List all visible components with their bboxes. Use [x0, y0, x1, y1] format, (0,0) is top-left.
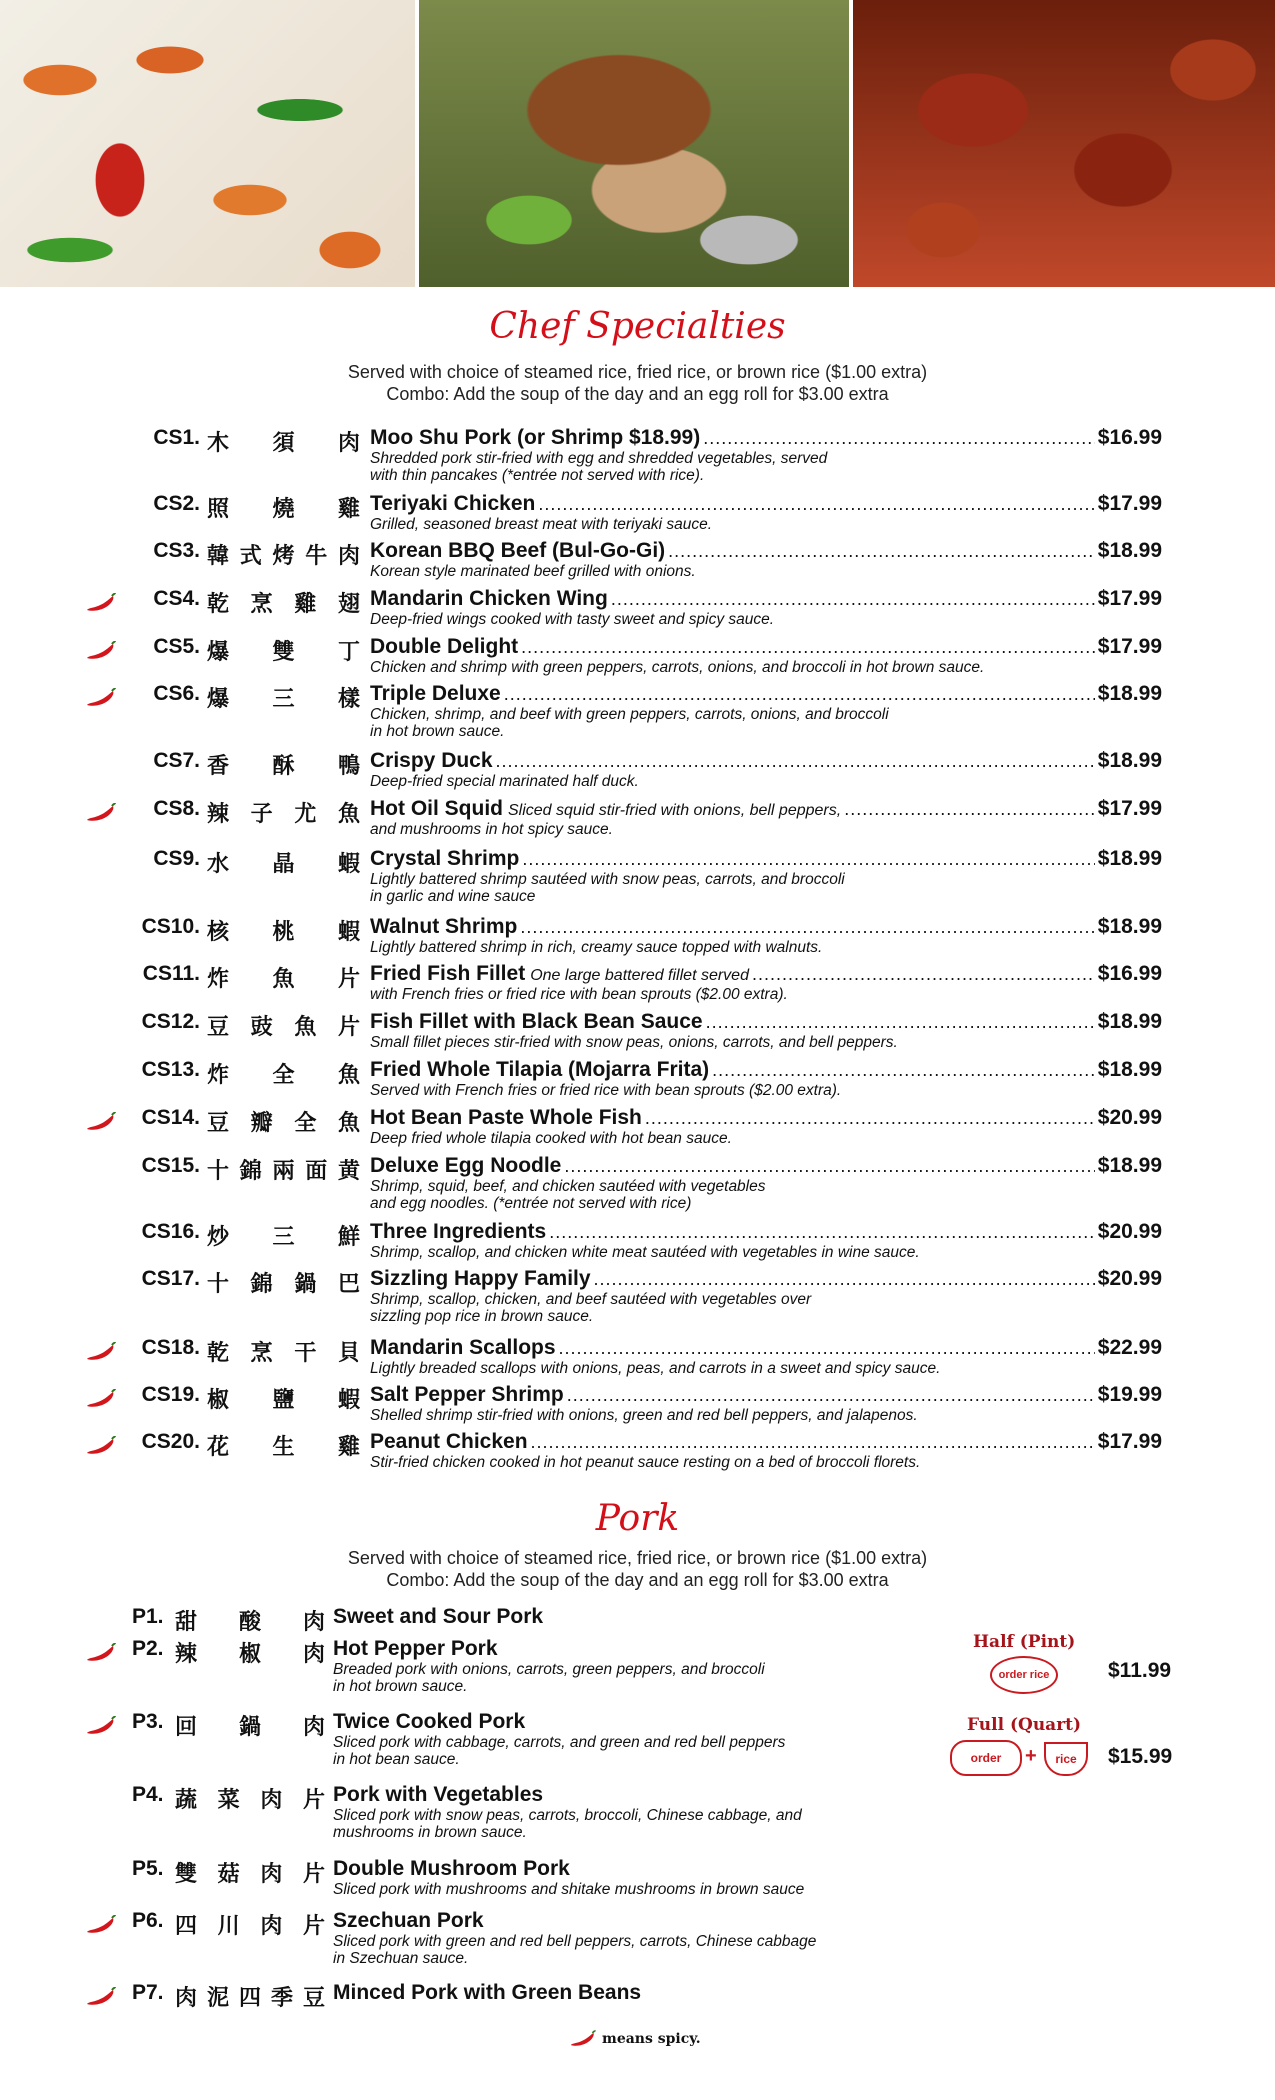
item-name: Salt Pepper Shrimp	[370, 1383, 564, 1406]
item-price: $17.99	[1097, 492, 1162, 515]
item-chinese-name: 乾烹干貝	[207, 1341, 360, 1366]
item-name: Mandarin Chicken Wing	[370, 587, 608, 610]
item-description: Grilled, seasoned breast meat with teriyaki sauce.	[370, 516, 713, 533]
item-chinese-name: 辣椒肉	[175, 1642, 325, 1667]
item-price: $17.99	[1097, 1430, 1162, 1453]
item-price: $20.99	[1097, 1220, 1162, 1243]
item-description: Korean style marinated beef grilled with onions.	[370, 563, 696, 580]
item-chinese-name: 十錦鍋巴	[207, 1272, 360, 1297]
chili-pepper-icon	[86, 803, 116, 823]
item-chinese-name: 回鍋肉	[175, 1715, 325, 1740]
item-code: CS7.	[153, 749, 200, 772]
leader-dots	[712, 1060, 1095, 1081]
item-price: $17.99	[1097, 587, 1162, 610]
item-chinese-name: 炸魚片	[207, 967, 360, 992]
item-code: CS6.	[153, 682, 200, 705]
item-price: $16.99	[1097, 426, 1162, 449]
item-price: $18.99	[1097, 847, 1162, 870]
item-chinese-name: 炒三鮮	[207, 1225, 360, 1250]
item-chinese-name: 辣子尤魚	[207, 802, 360, 827]
item-chinese-name: 椒鹽蝦	[207, 1388, 360, 1413]
item-name: Sweet and Sour Pork	[333, 1605, 544, 1628]
item-line	[370, 1154, 1162, 1180]
item-chinese-name: 爆雙丁	[207, 640, 360, 665]
item-chinese-name: 雙菇肉片	[175, 1862, 325, 1887]
item-name: Fried Fish Fillet	[370, 962, 526, 985]
item-code: CS16.	[141, 1220, 200, 1243]
item-description: Shredded pork stir-fried with egg and shredded vegetables, served with thin pancakes (*entrée not served with rice).	[370, 450, 828, 484]
item-description: Lightly battered shrimp sautéed with snow peas, carrots, and broccoli in garlic and wine sauce	[370, 871, 845, 905]
item-chinese-name: 水晶蝦	[207, 852, 360, 877]
item-name: Sizzling Happy Family	[370, 1267, 591, 1290]
item-description: Chicken, shrimp, and beef with green peppers, carrots, onions, and broccoli in hot brown sauce.	[370, 706, 889, 740]
item-line	[333, 1857, 1125, 1883]
leader-dots	[645, 1108, 1095, 1129]
item-description: Sliced pork with mushrooms and shitake mushrooms in brown sauce	[333, 1881, 805, 1898]
item-line	[370, 1106, 1162, 1132]
leader-dots	[844, 799, 1095, 820]
item-code: CS18.	[141, 1336, 200, 1359]
item-description: Shrimp, scallop, and chicken white meat sautéed with vegetables in wine sauce.	[370, 1244, 920, 1261]
item-chinese-name: 炸全魚	[207, 1063, 360, 1088]
item-chinese-name: 照燒雞	[207, 497, 360, 522]
chicken-photo	[853, 0, 1275, 287]
item-name: Teriyaki Chicken	[370, 492, 536, 515]
item-chinese-name: 豆瓣全魚	[207, 1111, 360, 1136]
item-description: Small fillet pieces stir-fried with snow peas, onions, carrots, and bell peppers.	[370, 1034, 898, 1051]
pork-combo-note: Combo: Add the soup of the day and an egg roll for $3.00 extra	[386, 1570, 889, 1590]
leader-dots	[611, 589, 1095, 610]
duck-photo	[419, 0, 849, 287]
item-price: $18.99	[1097, 915, 1162, 938]
chili-pepper-icon	[86, 1915, 116, 1935]
item-price: $22.99	[1097, 1336, 1162, 1359]
leader-dots	[703, 428, 1095, 449]
item-description: Sliced pork with green and red bell peppers, carrots, Chinese cabbage in Szechuan sauce.	[333, 1933, 817, 1967]
item-chinese-name: 十錦兩面黄	[207, 1159, 360, 1184]
item-code: CS1.	[153, 426, 200, 449]
item-price: $18.99	[1097, 749, 1162, 772]
item-line	[370, 492, 1162, 518]
leader-dots	[538, 494, 1094, 515]
item-code: CS2.	[153, 492, 200, 515]
item-name: Moo Shu Pork (or Shrimp $18.99)	[370, 426, 701, 449]
item-line	[370, 1430, 1162, 1456]
item-name: Minced Pork with Green Beans	[333, 1981, 642, 2004]
chili-pepper-icon	[86, 1389, 116, 1409]
item-name: Fish Fillet with Black Bean Sauce	[370, 1010, 703, 1033]
item-chinese-name: 香酥鴨	[207, 754, 360, 779]
chili-pepper-icon	[86, 1436, 116, 1456]
item-line	[333, 1783, 1125, 1809]
item-code: CS20.	[141, 1430, 200, 1453]
item-chinese-name: 花生雞	[207, 1435, 360, 1460]
chef-section-title: Chef Specialties	[489, 306, 786, 347]
item-code: P2.	[132, 1637, 164, 1660]
item-description: Deep fried whole tilapia cooked with hot bean sauce.	[370, 1130, 732, 1147]
item-chinese-name: 肉泥四季豆	[175, 1986, 325, 2011]
chili-pepper-icon	[86, 1716, 116, 1736]
leader-dots	[594, 1269, 1095, 1290]
item-code: CS19.	[141, 1383, 200, 1406]
spicy-legend-text: means spicy.	[602, 2031, 701, 2047]
item-description: with French fries or fried rice with bean sprouts ($2.00 extra).	[370, 986, 788, 1003]
item-description: Shelled shrimp stir-fried with onions, green and red bell peppers, and jalapenos.	[370, 1407, 918, 1424]
item-code: P7.	[132, 1981, 164, 2004]
item-description: Breaded pork with onions, carrots, green peppers, and broccoli in hot brown sauce.	[333, 1661, 765, 1695]
item-name: Double Mushroom Pork	[333, 1857, 570, 1880]
item-price: $18.99	[1097, 1154, 1162, 1177]
pork-section-title: Pork	[595, 1498, 680, 1539]
item-code: CS14.	[141, 1106, 200, 1129]
item-chinese-name: 豆豉魚片	[207, 1015, 360, 1040]
chef-combo-note: Combo: Add the soup of the day and an egg roll for $3.00 extra	[386, 384, 889, 404]
half-price: $11.99	[1108, 1659, 1172, 1682]
item-name: Fried Whole Tilapia (Mojarra Frita)	[370, 1058, 710, 1081]
leader-dots	[567, 1385, 1095, 1406]
item-line	[370, 1058, 1162, 1084]
item-description: Chicken and shrimp with green peppers, carrots, onions, and broccoli in hot brown sauce.	[370, 659, 985, 676]
item-chinese-name: 乾烹雞翅	[207, 592, 360, 617]
item-name: Deluxe Egg Noodle	[370, 1154, 562, 1177]
chili-pepper-icon	[86, 1987, 116, 2007]
item-price: $18.99	[1097, 1058, 1162, 1081]
pork-rice-note: Served with choice of steamed rice, fried rice, or brown rice ($1.00 extra)	[347, 1548, 928, 1568]
item-description: Lightly breaded scallops with onions, peas, and carrots in a sweet and spicy sauce.	[370, 1360, 941, 1377]
item-line	[370, 539, 1162, 565]
item-line	[370, 847, 1162, 873]
leader-dots	[549, 1222, 1095, 1243]
item-code: CS11.	[142, 962, 200, 985]
item-name: Crispy Duck	[370, 749, 493, 772]
leader-dots	[531, 1432, 1095, 1453]
leader-dots	[496, 751, 1095, 772]
item-line	[370, 1220, 1162, 1246]
chili-pepper-icon	[86, 1342, 116, 1362]
item-code: CS4.	[153, 587, 200, 610]
leader-dots	[520, 917, 1094, 938]
item-name: Mandarin Scallops	[370, 1336, 556, 1359]
item-price: $17.99	[1097, 635, 1162, 658]
leader-dots	[706, 1012, 1095, 1033]
item-line	[370, 426, 1162, 452]
leader-dots	[559, 1338, 1095, 1359]
item-code: CS17.	[141, 1267, 200, 1290]
item-line	[333, 1605, 1125, 1631]
item-note: One large battered fillet served	[530, 967, 749, 984]
item-price: $17.99	[1097, 797, 1162, 820]
item-line	[370, 682, 1162, 708]
item-chinese-name: 韓式烤牛肉	[207, 544, 360, 569]
item-chinese-name: 核桃蝦	[207, 920, 360, 945]
item-line	[370, 962, 1162, 988]
item-description: Sliced pork with cabbage, carrots, and green and red bell peppers in hot bean sauce.	[333, 1734, 786, 1768]
item-note: Sliced squid stir-fried with onions, bell peppers,	[507, 802, 842, 819]
item-code: CS8.	[153, 797, 200, 820]
item-price: $18.99	[1097, 539, 1162, 562]
item-chinese-name: 爆三樣	[207, 687, 360, 712]
item-name: Hot Bean Paste Whole Fish	[370, 1106, 642, 1129]
item-line	[370, 749, 1162, 775]
item-line	[370, 1383, 1162, 1409]
item-name: Hot Oil Squid	[370, 797, 503, 820]
plus-sign: +	[1025, 1745, 1037, 1767]
rice-bowl-icon: rice	[1044, 1742, 1088, 1776]
item-price: $18.99	[1097, 1010, 1162, 1033]
chef-rice-note: Served with choice of steamed rice, fried rice, or brown rice ($1.00 extra)	[347, 362, 928, 382]
item-name: Double Delight	[370, 635, 519, 658]
item-code: P5.	[132, 1857, 164, 1880]
item-code: CS3.	[153, 539, 200, 562]
item-code: P1.	[132, 1605, 164, 1628]
item-description: Served with French fries or fried rice with bean sprouts ($2.00 extra).	[370, 1082, 842, 1099]
leader-dots	[521, 637, 1095, 658]
item-name: Crystal Shrimp	[370, 847, 520, 870]
item-line	[370, 915, 1162, 941]
item-chinese-name: 蔬菜肉片	[175, 1788, 325, 1813]
item-description: Deep-fried special marinated half duck.	[370, 773, 639, 790]
item-name: Korean BBQ Beef (Bul-Go-Gi)	[370, 539, 666, 562]
item-line	[370, 1010, 1162, 1036]
shrimp-photo	[0, 0, 415, 287]
item-code: CS15.	[141, 1154, 200, 1177]
leader-dots	[668, 541, 1095, 562]
order-rice-icon: order rice	[990, 1656, 1058, 1694]
item-name: Hot Pepper Pork	[333, 1637, 498, 1660]
item-code: CS10.	[141, 915, 200, 938]
item-name: Twice Cooked Pork	[333, 1710, 526, 1733]
full-price: $15.99	[1108, 1745, 1173, 1768]
item-chinese-name: 四川肉片	[175, 1914, 325, 1939]
item-name: Szechuan Pork	[333, 1909, 484, 1932]
item-name: Pork with Vegetables	[333, 1783, 544, 1806]
item-price: $19.99	[1097, 1383, 1162, 1406]
item-code: CS5.	[153, 635, 200, 658]
item-description: Deep-fried wings cooked with tasty sweet and spicy sauce.	[370, 611, 775, 628]
item-chinese-name: 木須肉	[207, 431, 360, 456]
item-description: Shrimp, scallop, chicken, and beef sautéed with vegetables over sizzling pop rice in brown sauce.	[370, 1291, 812, 1325]
item-line	[333, 1909, 1125, 1935]
item-line	[370, 587, 1162, 613]
chili-pepper-icon	[86, 1112, 116, 1132]
order-icon: order	[950, 1740, 1022, 1776]
item-line	[333, 1981, 1125, 2007]
item-price: $16.99	[1097, 962, 1162, 985]
full-quart-label: Full (Quart)	[967, 1715, 1082, 1735]
half-pint-label: Half (Pint)	[973, 1632, 1076, 1652]
chili-pepper-icon	[86, 688, 116, 708]
item-line	[370, 1267, 1162, 1293]
chili-pepper-icon	[86, 641, 116, 661]
item-description: and mushrooms in hot spicy sauce.	[370, 821, 613, 838]
item-description: Lightly battered shrimp in rich, creamy sauce topped with walnuts.	[370, 939, 823, 956]
leader-dots	[522, 849, 1094, 870]
spicy-legend	[570, 2030, 701, 2048]
item-code: P3.	[132, 1710, 164, 1733]
item-code: CS12.	[141, 1010, 200, 1033]
item-description: Stir-fried chicken cooked in hot peanut sauce resting on a bed of broccoli florets.	[370, 1454, 921, 1471]
chili-pepper-icon	[570, 2030, 596, 2048]
chili-pepper-icon	[86, 593, 116, 613]
leader-dots	[564, 1156, 1094, 1177]
item-price: $20.99	[1097, 1106, 1162, 1129]
leader-dots	[504, 684, 1095, 705]
item-price: $18.99	[1097, 682, 1162, 705]
leader-dots	[752, 964, 1095, 985]
item-description: Shrimp, squid, beef, and chicken sautéed with vegetables and egg noodles. (*entrée not served with rice)	[370, 1178, 766, 1212]
item-code: P6.	[132, 1909, 164, 1932]
item-code: CS9.	[153, 847, 200, 870]
item-price: $20.99	[1097, 1267, 1162, 1290]
item-line	[370, 635, 1162, 661]
item-name: Walnut Shrimp	[370, 915, 518, 938]
item-code: P4.	[132, 1783, 164, 1806]
item-line	[370, 1336, 1162, 1362]
item-name: Triple Deluxe	[370, 682, 501, 705]
item-description: Sliced pork with snow peas, carrots, broccoli, Chinese cabbage, and mushrooms in brown sauce.	[333, 1807, 802, 1841]
item-name: Three Ingredients	[370, 1220, 547, 1243]
chili-pepper-icon	[86, 1643, 116, 1663]
item-code: CS13.	[141, 1058, 200, 1081]
item-name: Peanut Chicken	[370, 1430, 528, 1453]
item-chinese-name: 甜酸肉	[175, 1610, 325, 1635]
item-line	[370, 797, 1162, 823]
photo-strip	[0, 0, 1275, 287]
